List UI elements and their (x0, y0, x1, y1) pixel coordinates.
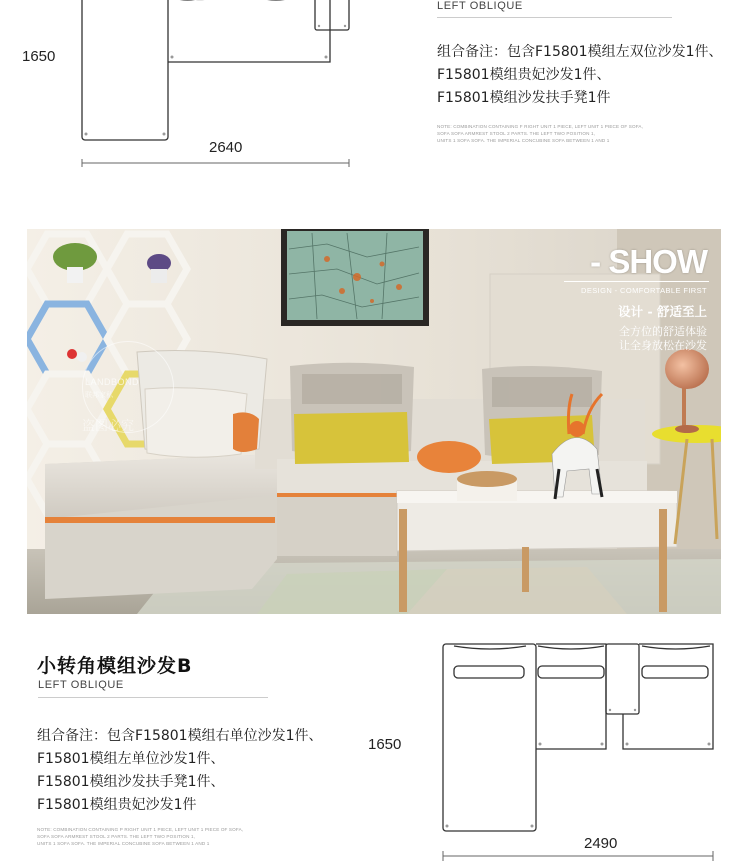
top-subtitle-rule (437, 17, 672, 18)
tiny-note: NOTE: COMBINATION CONTAINING P RIGHT UNIT 1 PIECE, LEFT UNIT 1 PIECE OF SOFA, (37, 827, 244, 832)
bottom-dim-height: 1650 (368, 736, 402, 753)
watermark-cn: 联邦家私 (85, 391, 113, 399)
caption-2: 让全身放松在沙发 (619, 339, 707, 352)
top-note-line: F15801模组沙发扶手凳1件 (437, 90, 611, 106)
chaise-outline (82, 0, 168, 140)
bottom-notes (37, 725, 323, 817)
top-note-line: 组合备注：包含F15801模组左双位沙发1件、 (437, 44, 723, 60)
bottom-tiny-notes (37, 826, 243, 847)
armrest-stool-outline (315, 0, 349, 30)
tiny-note: SOFA SOFA ARMREST STOOL 2 PARTS. THE LEFT TWO POSITION 1, (437, 131, 596, 136)
chaise-cushion (454, 666, 524, 678)
bottom-subtitle-rule (38, 697, 268, 698)
show-title-rule (564, 281, 709, 282)
bottom-note-line: F15801模组贵妃沙发1件 (37, 797, 197, 813)
tiny-note: SOFA SOFA ARMREST STOOL 2 PARTS. THE LEFT TWO POSITION 1, (37, 834, 196, 839)
top-dim-width: 2640 (209, 139, 243, 156)
top-subtitle: LEFT OBLIQUE (437, 0, 523, 12)
design-line: DESIGN - COMFORTABLE FIRST (581, 286, 707, 295)
bottom-title: 小转角模组沙发B (37, 655, 193, 677)
armrest-stool-outline (606, 644, 639, 714)
bottom-diagram (360, 636, 740, 863)
bottom-note-line: F15801模组沙发扶手凳1件、 (37, 774, 225, 790)
top-tiny-notes (437, 123, 643, 144)
top-dim-height: 1650 (22, 48, 56, 65)
top-note-line: F15801模组贵妃沙发1件、 (437, 67, 611, 83)
bottom-note-line: 组合备注：包含F15801模组右单位沙发1件、 (37, 728, 323, 744)
caption-1: 全方位的舒适体验 (619, 325, 707, 338)
bottom-dim-width: 2490 (584, 835, 618, 852)
tiny-note: UNITS 1 SOFA SOFA. THE IMPERIAL CONCUBINE SOFA BETWEEN 1 AND 1 (37, 841, 210, 846)
tiny-note: UNITS 1 SOFA SOFA. THE IMPERIAL CONCUBINE SOFA BETWEEN 1 AND 1 (437, 138, 610, 143)
top-notes (437, 41, 723, 110)
living-room-photo (27, 229, 721, 614)
bottom-note-line: F15801模组左单位沙发1件、 (37, 751, 225, 767)
slogan: 设计 - 舒适至上 (618, 304, 707, 319)
left-unit-outline (536, 644, 606, 749)
tiny-note: NOTE: COMBINATION CONTAINING F RIGHT UNIT 1 PIECE, LEFT UNIT 1 PIECE OF SOFA, (437, 124, 644, 129)
right-unit-outline (623, 644, 713, 749)
watermark-stamp: 盗图必究 (82, 419, 135, 434)
show-title: - SHOW (590, 243, 707, 280)
chaise-outline (443, 644, 536, 831)
top-sofa-plan (0, 0, 400, 175)
main-unit-outline (168, 0, 330, 62)
bottom-subtitle: LEFT OBLIQUE (38, 679, 124, 691)
bottom-sofa-plan (360, 636, 740, 863)
watermark-brand: LANDBOND (85, 377, 140, 387)
top-diagram (0, 0, 400, 175)
